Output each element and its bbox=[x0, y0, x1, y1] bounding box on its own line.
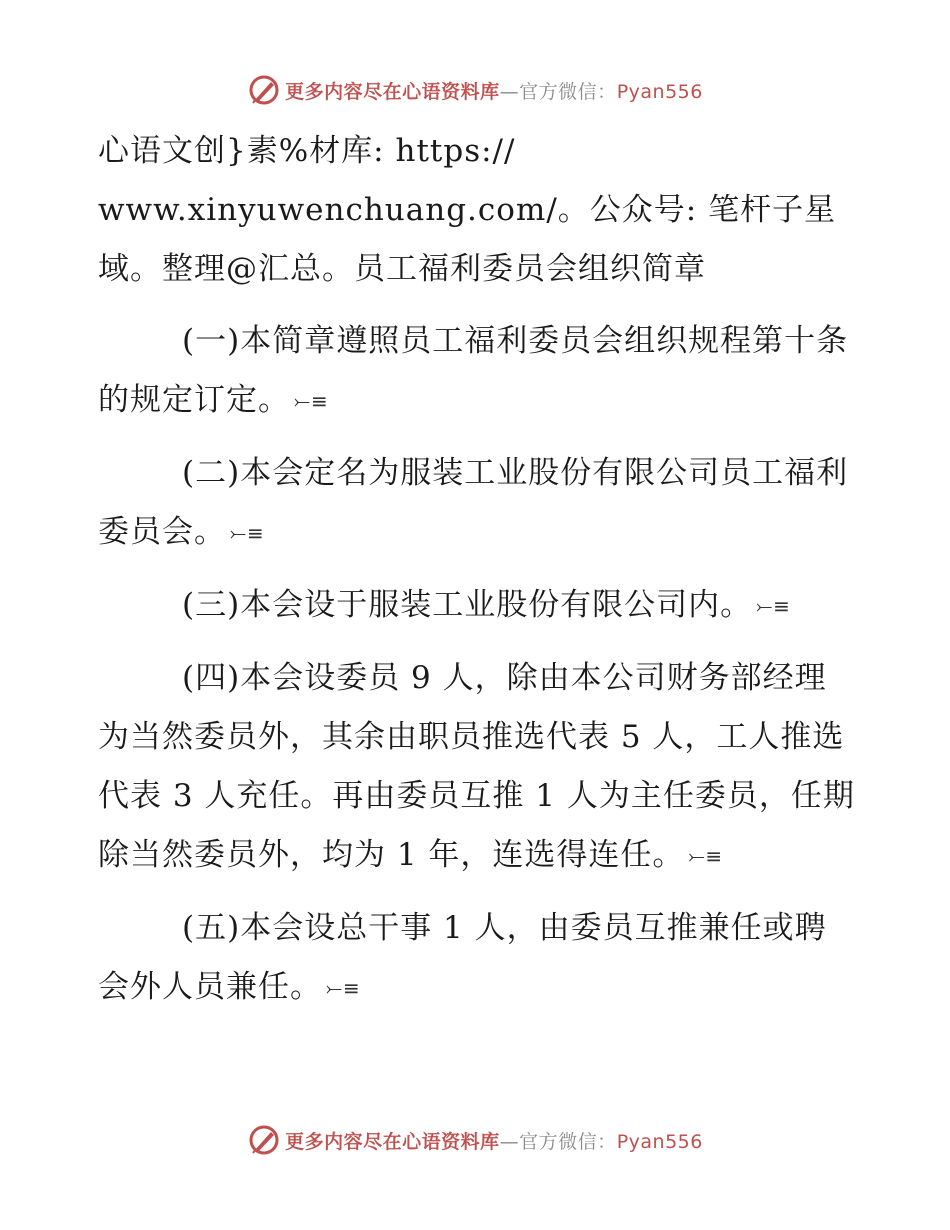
banner-wechat-id: Pyan556 bbox=[616, 80, 703, 103]
document-body bbox=[98, 122, 858, 1018]
article-4 bbox=[98, 649, 858, 886]
pen-logo-icon bbox=[247, 73, 281, 107]
article-1-text: (一)本简章遵照员工福利委员会组织规程第十条的规定订定。 bbox=[98, 323, 849, 418]
banner-title: 更多内容尽在心语资料库 bbox=[285, 80, 500, 103]
intro-line-1: 心语文创}素%材库: https:// bbox=[98, 133, 516, 169]
footer-watermark-banner bbox=[0, 1120, 950, 1160]
intro-line-2: www.xinyuwenchuang.com/。公众号: 笔杆子星 bbox=[98, 192, 837, 228]
paragraph-mark-icon: ⤚≡ bbox=[688, 844, 724, 868]
paragraph-mark-icon: ⤚≡ bbox=[326, 976, 361, 1000]
banner-title: 更多内容尽在心语资料库 bbox=[285, 1130, 500, 1153]
article-4-text: (四)本会设委员 9 人，除由本公司财务部经理为当然委员外，其余由职员推选代表 5 人，工人推选代表 3 人充任。再由委员互推 1 人为主任委员，任期除当然委员外，均为 1 年，连选得连任。 bbox=[98, 660, 855, 873]
article-2 bbox=[98, 444, 858, 563]
article-5 bbox=[98, 899, 858, 1018]
intro-line-3: 域。整理@汇总。员工福利委员会组织简章 bbox=[98, 251, 706, 287]
article-3 bbox=[98, 576, 858, 636]
article-1 bbox=[98, 312, 858, 431]
banner-official-label: —官方微信： bbox=[499, 80, 617, 103]
article-5-text: (五)本会设总干事 1 人，由委员互推兼任或聘会外人员兼任。 bbox=[98, 910, 827, 1005]
banner-wechat-id: Pyan556 bbox=[616, 1130, 703, 1153]
header-watermark-banner bbox=[0, 70, 950, 110]
banner-official-label: —官方微信： bbox=[499, 1130, 617, 1153]
intro-text bbox=[98, 122, 858, 299]
paragraph-mark-icon: ⤚≡ bbox=[230, 521, 265, 545]
paragraph-mark-icon: ⤚≡ bbox=[756, 594, 791, 618]
article-2-text: (二)本会定名为服装工业股份有限公司员工福利委员会。 bbox=[98, 455, 849, 550]
pen-logo-icon bbox=[247, 1123, 281, 1157]
paragraph-mark-icon: ⤚≡ bbox=[294, 389, 329, 413]
article-3-text: (三)本会设于服装工业股份有限公司内。 bbox=[182, 587, 753, 623]
